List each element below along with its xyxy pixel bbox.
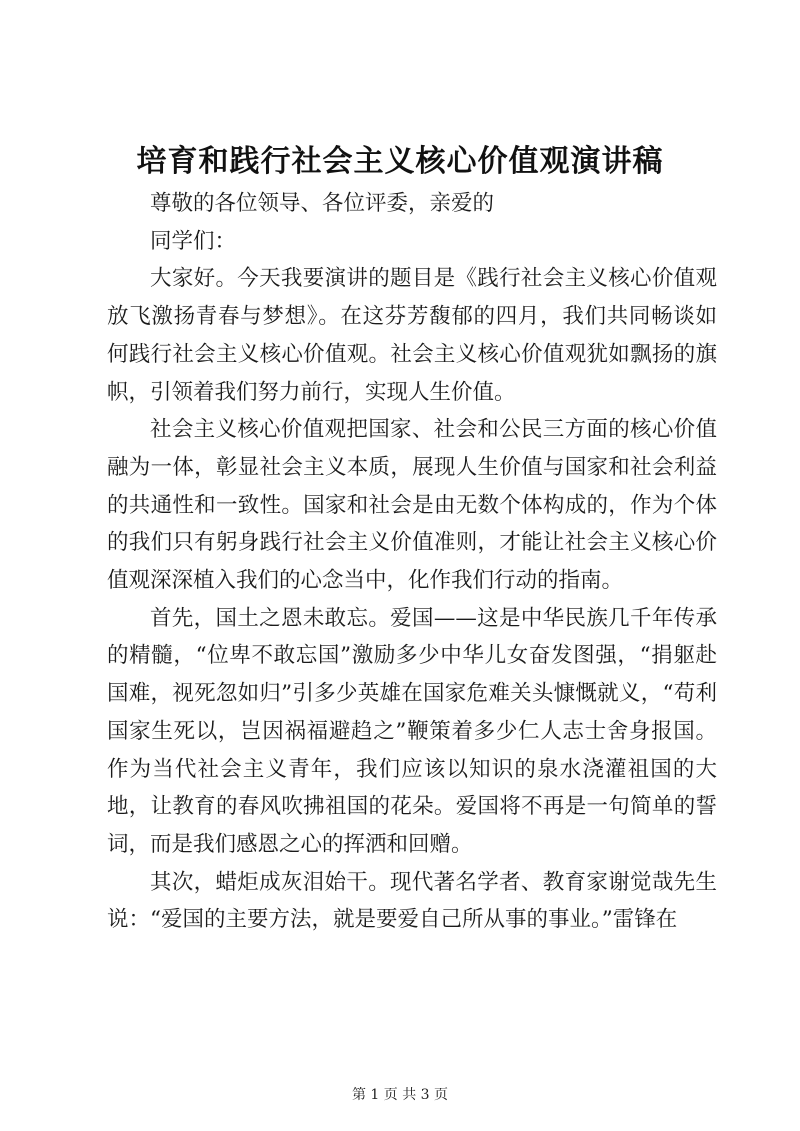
document-body bbox=[107, 185, 717, 939]
page-footer: 第 1 页 共 3 页 bbox=[351, 1087, 449, 1103]
paragraph: 首先，国土之恩未敢忘。爱国——这是中华民族几千年传承的精髓，“位卑不敢忘国”激励多少中华儿女奋发图强，“捐躯赴国难，视死忽如归”引多少英雄在国家危难关头慷慨就义，“苟利国家生死以，岂因祸福避趋之”鞭策着多少仁人志士舍身报国。作为当代社会主义青年，我们应该以知识的泉水浇灌祖国的大地，让教育的春风吹拂祖国的花朵。爱国将不再是一句简单的誓词，而是我们感恩之心的挥洒和回赠。 bbox=[107, 605, 717, 857]
paragraph: 社会主义核心价值观把国家、社会和公民三方面的核心价值融为一体，彰显社会主义本质，展现人生价值与国家和社会利益的共通性和一致性。国家和社会是由无数个体构成的，作为个体的我们只有躬身践行社会主义价值准则，才能让社会主义核心价值观深深植入我们的心念当中，化作我们行动的指南。 bbox=[107, 417, 717, 594]
document-title: 培育和践行社会主义核心价值观演讲稿 bbox=[136, 144, 664, 179]
paragraph: 其次，蜡炬成灰泪始干。现代著名学者、教育家谢觉哉先生说：“爱国的主要方法，就是要爱自己所从事的事业。”雷锋在 bbox=[107, 869, 717, 933]
salutation-line: 尊敬的各位领导、各位评委，亲爱的 bbox=[150, 191, 495, 216]
paragraph: 大家好。今天我要演讲的题目是《践行社会主义核心价值观放飞激扬青春与梦想》。在这芬芳馥郁的四月，我们共同畅谈如何践行社会主义核心价值观。社会主义核心价值观犹如飘扬的旗帜，引领着我们努力前行，实现人生价值。 bbox=[107, 266, 717, 405]
salutation-line: 同学们： bbox=[150, 228, 237, 254]
